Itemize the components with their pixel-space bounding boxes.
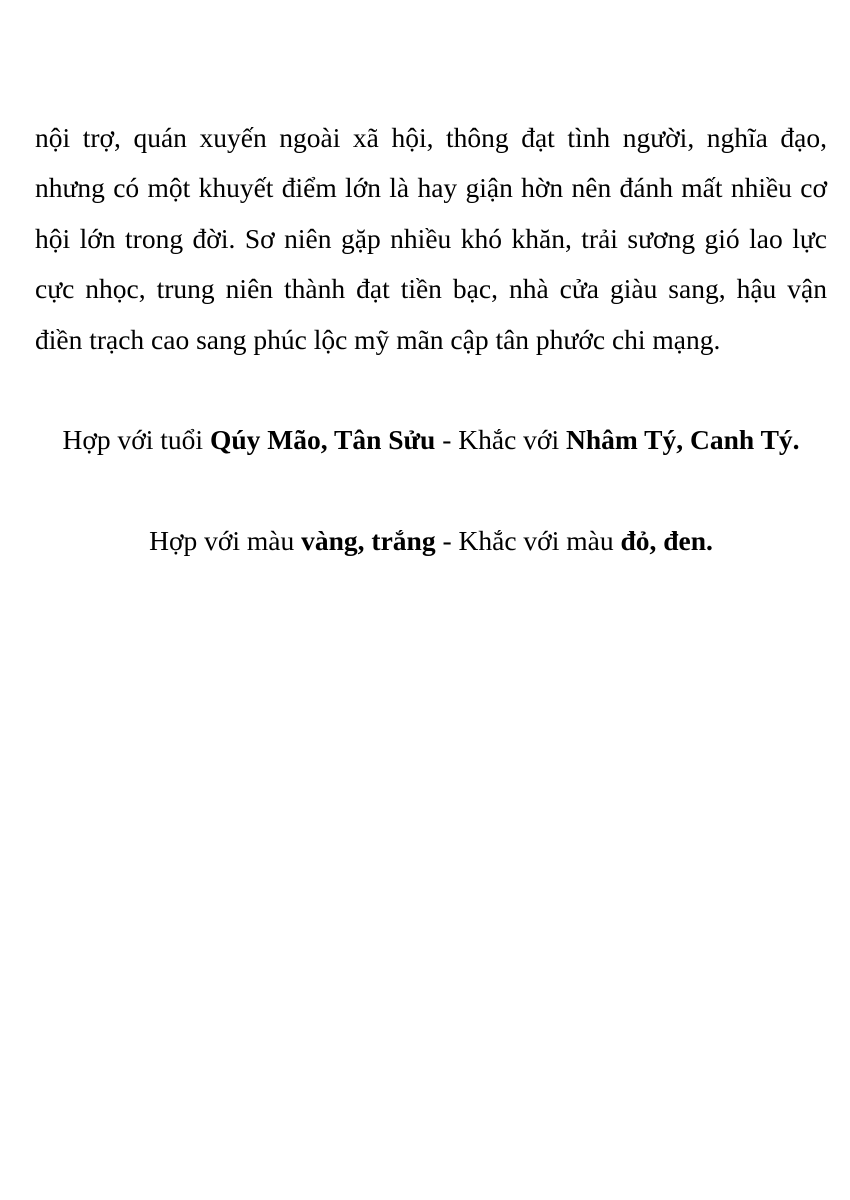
- color-separator: -: [442, 525, 452, 556]
- color-compatibility-line: [35, 516, 827, 566]
- age-compatible-label: Hợp với tuổi: [62, 424, 204, 455]
- color-conflict-value: đỏ, đen.: [620, 525, 713, 556]
- age-conflict-label: Khắc với: [458, 424, 560, 455]
- color-conflict-label: Khắc với màu: [458, 525, 614, 556]
- age-separator: -: [442, 424, 452, 455]
- color-compatible-value: vàng, trắng: [301, 525, 436, 556]
- age-compatibility-line: [35, 415, 827, 465]
- color-compatible-label: Hợp với màu: [149, 525, 295, 556]
- age-compatible-value: Qúy Mão, Tân Sửu: [209, 424, 436, 455]
- body-paragraph: nội trợ, quán xuyến ngoài xã hội, thông đạt tình người, nghĩa đạo, nhưng có một khuyết điểm lớn là hay giận hờn nên đánh mất nhiều cơ hội lớn trong đời. Sơ niên gặp nhiều khó khăn, trải sương gió lao lực cực nhọc, trung niên thành đạt tiền bạc, nhà cửa giàu sang, hậu vận điền trạch cao sang phúc lộc mỹ mãn cập tân phước chi mạng.: [35, 122, 827, 355]
- age-conflict-value: Nhâm Tý, Canh Tý.: [565, 424, 800, 455]
